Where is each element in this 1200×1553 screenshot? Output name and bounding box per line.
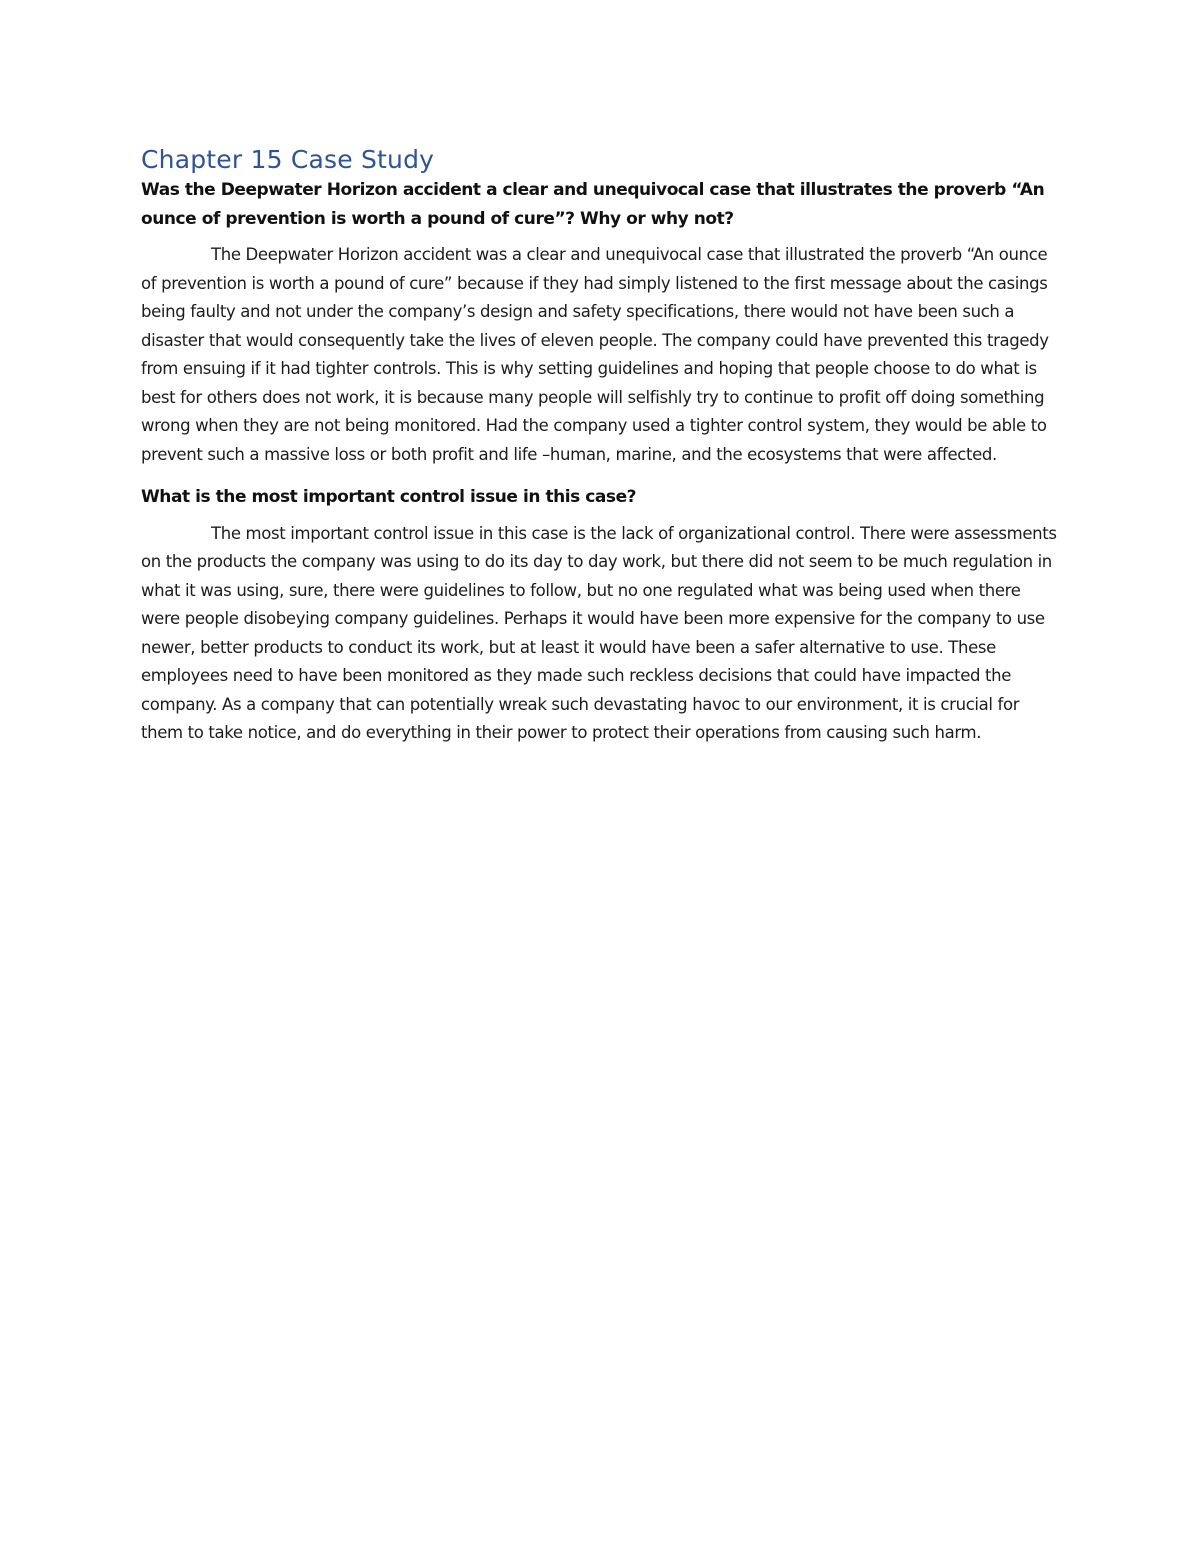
document-body [141, 140, 1061, 748]
question-1-heading: Was the Deepwater Horizon accident a clear and unequivocal case that illustrates the proverb “An ounce of prevention is worth a pound of cure”? Why or why not? [141, 180, 1045, 229]
document-title: Chapter 15 Case Study [141, 145, 435, 174]
answer-2-paragraph: The most important control issue in this case is the lack of organizational control. There were assessments on the products the company was using to do its day to day work, but there did not seem to be much regulation in what it was using, sure, there were guidelines to follow, but no one regulated what was being used when there were people disobeying company guidelines. Perhaps it would have been more expensive for the company to use newer, better products to conduct its work, but at least it would have been a safer alternative to use. These employees need to have been monitored as they made such reckless decisions that could have impacted the company. As a company that can potentially wreak such devastating havoc to our environment, it is crucial for them to take notice, and do everything in their power to protect their operations from causing such harm. [141, 523, 1057, 742]
question-2-heading: What is the most important control issue in this case? [141, 487, 637, 507]
answer-1-paragraph: The Deepwater Horizon accident was a clear and unequivocal case that illustrated the proverb “An ounce of prevention is worth a pound of cure” because if they had simply listened to the first message about the casings being faulty and not under the company’s design and safety specifications, there would not have been such a disaster that would consequently take the lives of eleven people. The company could have prevented this tragedy from ensuing if it had tighter controls. This is why setting guidelines and hoping that people choose to do what is best for others does not work, it is because many people will selfishly try to continue to profit off doing something wrong when they are not being monitored. Had the company used a tighter control system, they would be able to prevent such a massive loss or both profit and life –human, marine, and the ecosystems that were affected. [141, 245, 1049, 464]
